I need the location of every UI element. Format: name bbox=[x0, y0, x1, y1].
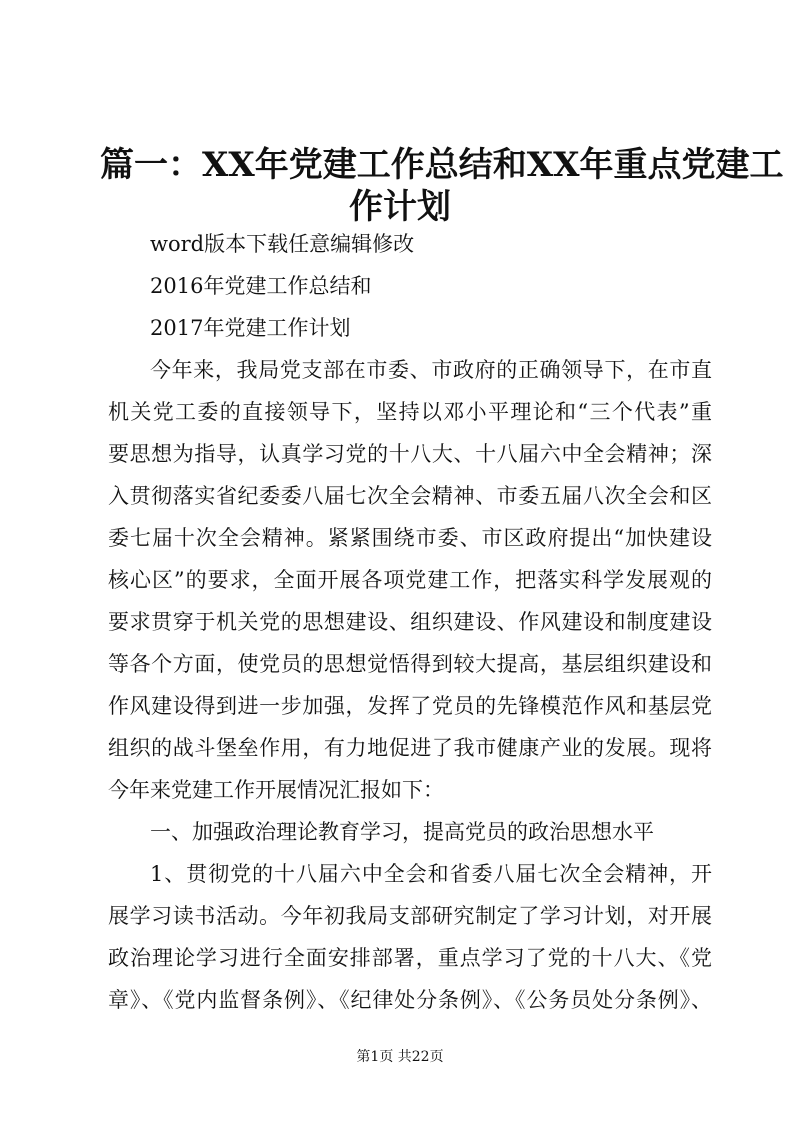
document-title-line-1: 篇一：XX年党建工作总结和XX年重点党建工 bbox=[100, 145, 784, 185]
body-line: 要求贯穿于机关党的思想建设、组织建设、作风建设和制度建设 bbox=[108, 610, 712, 634]
section-heading: 一、加强政治理论教育学习，提高党员的政治思想水平 bbox=[150, 820, 654, 844]
body-line: 今年来党建工作开展情况汇报如下： bbox=[108, 778, 444, 802]
body-line: 等各个方面，使党员的思想觉悟得到较大提高，基层组织建设和 bbox=[108, 652, 712, 676]
body-line: 作风建设得到进一步加强，发挥了党员的先锋模范作风和基层党 bbox=[108, 694, 712, 718]
body-line: word版本下载任意编辑修改 bbox=[150, 232, 415, 256]
page-number-footer: 第1页 共22页 bbox=[356, 1049, 444, 1065]
body-line: 2016年党建工作总结和 bbox=[150, 274, 372, 298]
body-line: 1、贯彻党的十八届六中全会和省委八届七次全会精神，开 bbox=[150, 862, 712, 886]
body-line: 章》、《党内监督条例》、《纪律处分条例》、《公务员处分条例》、 bbox=[108, 988, 712, 1012]
body-line: 组织的战斗堡垒作用，有力地促进了我市健康产业的发展。现将 bbox=[108, 736, 712, 760]
body-line: 今年来，我局党支部在市委、市政府的正确领导下，在市直 bbox=[150, 358, 712, 382]
body-line: 要思想为指导，认真学习党的十八大、十八届六中全会精神；深 bbox=[108, 442, 712, 466]
body-line: 机关党工委的直接领导下，坚持以邓小平理论和“三个代表”重 bbox=[108, 400, 712, 424]
body-line: 2017年党建工作计划 bbox=[150, 316, 351, 340]
body-line: 委七届十次全会精神。紧紧围绕市委、市区政府提出“加快建设 bbox=[108, 526, 712, 550]
body-line: 入贯彻落实省纪委委八届七次全会精神、市委五届八次全会和区 bbox=[108, 484, 712, 508]
body-line: 核心区”的要求，全面开展各项党建工作，把落实科学发展观的 bbox=[108, 568, 712, 592]
body-line: 展学习读书活动。今年初我局支部研究制定了学习计划，对开展 bbox=[108, 904, 712, 928]
body-line: 政治理论学习进行全面安排部署，重点学习了党的十八大、《党 bbox=[108, 946, 712, 970]
document-title-line-2: 作计划 bbox=[349, 187, 451, 227]
